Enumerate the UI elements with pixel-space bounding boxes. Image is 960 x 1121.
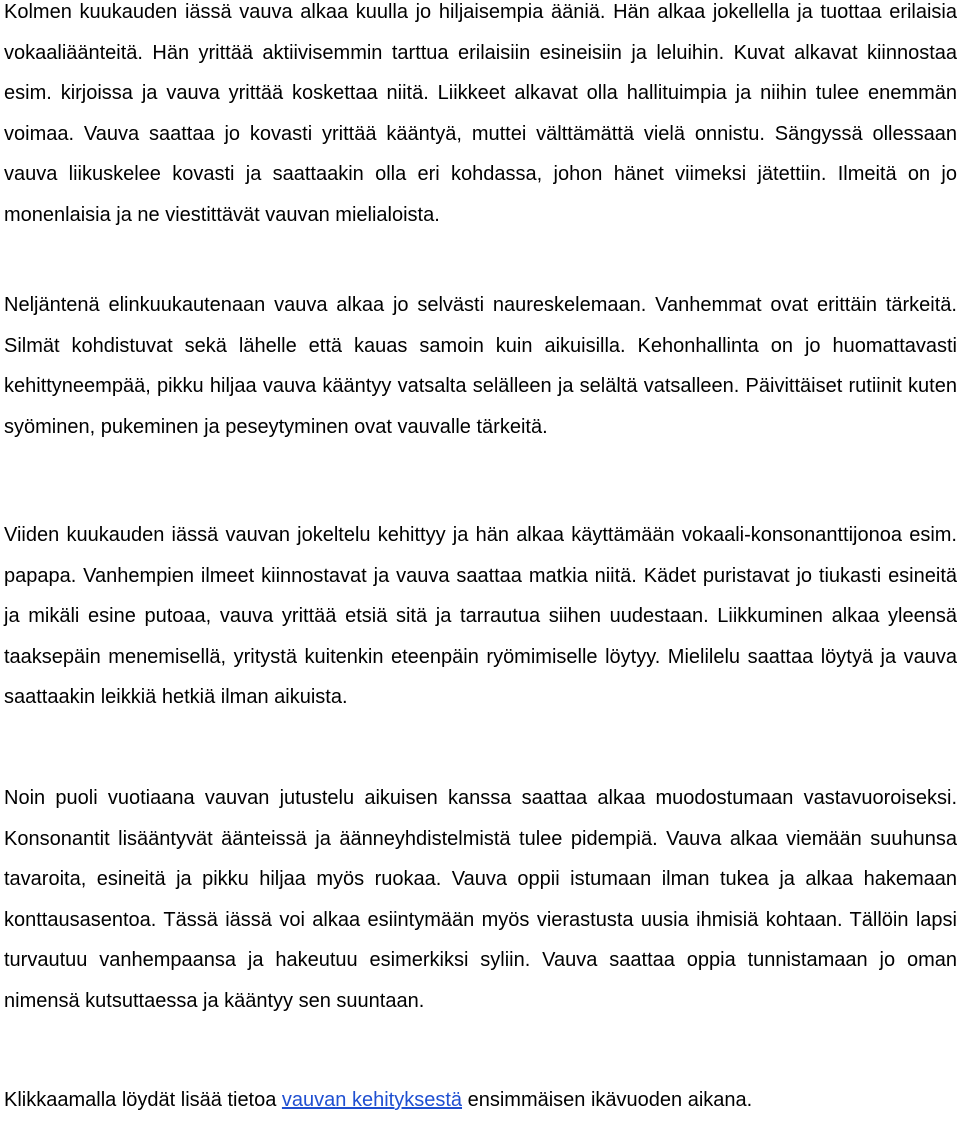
closing-paragraph [4, 1080, 957, 1121]
closing-text-before-link: Klikkaamalla löydät lisää tietoa [4, 1089, 282, 1111]
paragraph-three-months: Kolmen kuukauden iässä vauva alkaa kuulla jo hiljaisempia ääniä. Hän alkaa jokellella ja tuottaa erilaisia vokaaliäänteitä. Hän yrittää aktiivisemmin tarttua erilaisiin esineisiin ja leluihin. Kuvat alkavat kiinnostaa esim. kirjoissa ja vauva yrittää koskettaa niitä. Liikkeet alkavat olla hallituimpia ja niihin tulee enemmän voimaa. Vauva saattaa jo kovasti yrittää kääntyä, muttei välttämättä vielä onnistu. Sängyssä ollessaan vauva liikuskelee kovasti ja saattaakin olla eri kohdassa, johon hänet viimeksi jätettiin. Ilmeitä on jo monenlaisia ja ne viestittävät vauvan mielialoista. [4, 1, 957, 226]
closing-text-after-link: ensimmäisen ikävuoden aikana. [462, 1089, 753, 1111]
paragraph-four-months: Neljäntenä elinkuukautenaan vauva alkaa jo selvästi naureskelemaan. Vanhemmat ovat erittäin tärkeitä. Silmät kohdistuvat sekä lähelle että kauas samoin kuin aikuisilla. Kehonhallinta on jo huomattavasti kehittyneempää, pikku hiljaa vauva kääntyy vatsalta selälleen ja selältä vatsalleen. Päivittäiset rutiinit kuten syöminen, pukeminen ja peseytyminen ovat vauvalle tärkeitä. [4, 294, 957, 438]
paragraph-six-months: Noin puoli vuotiaana vauvan jutustelu aikuisen kanssa saattaa alkaa muodostumaan vastavuoroiseksi. Konsonantit lisääntyvät äänteissä ja äänneyhdistelmistä tulee pidempiä. Vauva alkaa viemään suuhunsa tavaroita, esineitä ja pikku hiljaa myös ruokaa. Vauva oppii istumaan ilman tukea ja alkaa hakemaan konttausasentoa. Tässä iässä voi alkaa esiintymään myös vierastusta uusia ihmisiä kohtaan. Tällöin lapsi turvautuu vanhempaansa ja hakeutuu esimerkiksi syliin. Vauva saattaa oppia tunnistamaan jo oman nimensä kutsuttaessa ja kääntyy sen suuntaan. [4, 787, 957, 1012]
paragraph-five-months: Viiden kuukauden iässä vauvan jokeltelu kehittyy ja hän alkaa käyttämään vokaali-konsonanttijonoa esim. papapa. Vanhempien ilmeet kiinnostavat ja vauva saattaa matkia niitä. Kädet puristavat jo tiukasti esineitä ja mikäli esine putoaa, vauva yrittää etsiä sitä ja tarrautua siihen uudestaan. Liikkuminen alkaa yleensä taaksepäin menemisellä, yritystä kuitenkin eteenpäin ryömimiselle löytyy. Mielilelu saattaa löytyä ja vauva saattaakin leikkiä hetkiä ilman aikuista. [4, 524, 957, 708]
baby-development-link[interactable]: vauvan kehityksestä [281, 1089, 463, 1111]
